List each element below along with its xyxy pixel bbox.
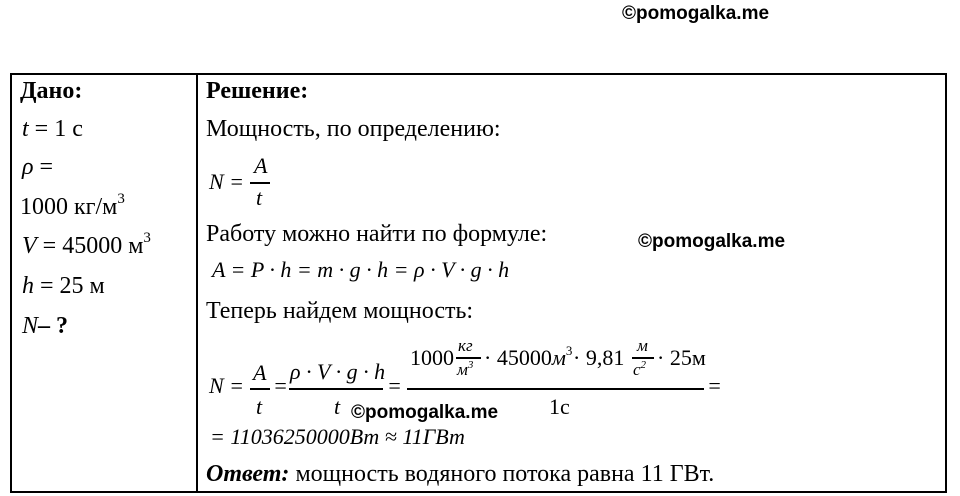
given-V: V = 45000 $м^3$ (22, 230, 151, 259)
formula3-1c: 1с (549, 394, 570, 419)
watermark-middle: ©pomogalka.me (638, 231, 786, 252)
formula1-lhs: N = (209, 169, 245, 194)
formula3-m: м (637, 336, 648, 355)
given-N: N– ? (22, 313, 69, 339)
formula1-denominator: t (256, 185, 263, 210)
solution-heading: Решение: (206, 78, 309, 104)
formula3-eq3: = (707, 373, 722, 398)
formula3-m3: $м^3$ (457, 359, 474, 379)
formula2-work: A = P · h = m · g · h = ρ · V · g · h (212, 257, 510, 282)
formula3-1000: 1000 (410, 345, 454, 370)
watermark-top: ©pomogalka.me (622, 3, 770, 24)
formula3-lhs: N = (209, 373, 245, 398)
formula3-t: t (256, 394, 263, 419)
formula3-bar1 (250, 388, 270, 390)
formula3-981: · 9,81 (573, 345, 625, 370)
formula3-kg: кг (458, 336, 473, 355)
solution-line-power: Теперь найдем мощность: (206, 298, 474, 324)
given-t: t = 1 с (22, 116, 83, 142)
column-divider (196, 73, 198, 493)
given-heading: Дано: (20, 78, 83, 104)
solution-line-work: Работу можно найти по формуле: (206, 221, 548, 247)
formula3-eq2: = (387, 373, 402, 398)
formula3-45000: · $45000м^3$ (484, 343, 573, 370)
formula3-rhoVgh: ρ · V · g · h (290, 359, 386, 384)
formula3-bar2 (289, 388, 383, 390)
formula3-eq1: = (273, 373, 288, 398)
formula1-fraction-bar (250, 182, 270, 184)
answer: Ответ: мощность водяного потока равна 11 ГВт. (206, 461, 715, 487)
solution-line-definition: Мощность, по определению: (206, 116, 501, 142)
formula3-main-bar (407, 388, 704, 390)
formula3-result: = 11036250000Вт ≈ 11ГВт (210, 424, 465, 449)
formula3-25m: · 25м (657, 345, 706, 370)
given-h: h = 25 м (22, 273, 105, 299)
formula3-t2: t (334, 394, 341, 419)
watermark-bottom: ©pomogalka.me (351, 402, 499, 423)
formula3-c2: $с^2$ (633, 359, 647, 379)
formula1-numerator: A (254, 153, 268, 178)
formula3-A: A (253, 360, 267, 385)
given-rho: ρ = (22, 154, 54, 180)
given-rho-value: 1000 $кг/м^3$ (20, 191, 125, 220)
